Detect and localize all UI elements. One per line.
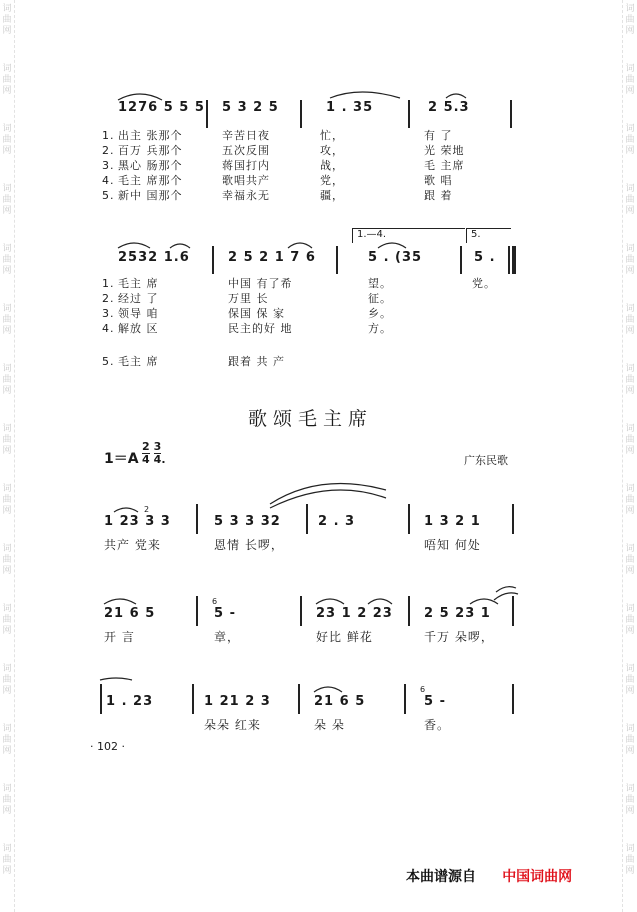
slur bbox=[100, 678, 132, 680]
slur bbox=[118, 94, 162, 100]
watermark-text: 词曲网 bbox=[2, 604, 12, 636]
watermark-text: 词曲网 bbox=[625, 844, 635, 876]
watermark-text: 词曲网 bbox=[2, 244, 12, 276]
grace-note: 2 bbox=[144, 505, 150, 514]
slur bbox=[288, 243, 312, 248]
watermark-text: 词曲网 bbox=[625, 604, 635, 636]
slur bbox=[270, 490, 386, 508]
watermark-text: 词曲网 bbox=[2, 64, 12, 96]
footer-site-link[interactable]: 中国词曲网 bbox=[502, 869, 573, 885]
slur bbox=[330, 92, 400, 98]
key-signature: 1＝A bbox=[104, 451, 139, 467]
volta-bracket-2: 5. bbox=[466, 228, 511, 243]
lyrics-column: 毛主 席 经过 了 领导 咱 解放 区 毛主 席 bbox=[118, 277, 159, 368]
lyrics-column: 中国 有了希 万里 长 保国 保 家 民主的好 地 跟着 共 产 bbox=[228, 277, 293, 368]
notation-measure: 5 3 3 32 bbox=[214, 514, 281, 529]
slur bbox=[496, 587, 516, 592]
lyrics: 唔知 何处 bbox=[424, 538, 481, 552]
lyrics: 朵朵 红来 bbox=[204, 718, 261, 732]
watermark-text: 词曲网 bbox=[2, 544, 12, 576]
slur bbox=[314, 687, 342, 692]
song-title: 歌颂毛主席 bbox=[248, 408, 374, 430]
watermark-text: 词曲网 bbox=[625, 724, 635, 756]
lyrics-column: 党。 bbox=[472, 277, 496, 290]
footer-label: 本曲谱源自 bbox=[406, 869, 476, 885]
watermark-text: 词曲网 bbox=[2, 784, 12, 816]
slur bbox=[494, 593, 518, 600]
lyrics: 共产 党来 bbox=[104, 538, 161, 552]
grace-note: 6 bbox=[212, 597, 218, 606]
notation-measure: 5 - bbox=[214, 606, 236, 621]
notation-measure: 1 23 3 3 bbox=[104, 514, 171, 529]
slur bbox=[114, 508, 138, 512]
notation-measure: 5 . (35 bbox=[368, 250, 423, 265]
page-number: · 102 · bbox=[90, 740, 125, 753]
watermark-text: 词曲网 bbox=[625, 544, 635, 576]
notation-measure: 23 1 2 23 bbox=[316, 606, 393, 621]
watermark-text: 词曲网 bbox=[625, 304, 635, 336]
verse-numbers: 1. 2. 3. 4. 5. bbox=[102, 129, 115, 202]
lyrics-column: 出主 张那个 百万 兵那个 黑心 肠那个 毛主 席那个 新中 国那个 bbox=[118, 129, 183, 202]
lyrics-column: 忙， 攻， 战， 党， 疆， bbox=[320, 129, 344, 202]
notation-measure: 2 5 23 1 bbox=[424, 606, 491, 621]
grace-note: 6 bbox=[420, 685, 426, 694]
notation-measure: 1 21 2 3 bbox=[204, 694, 271, 709]
notation-measure: 2 5.3 bbox=[428, 100, 470, 115]
lyrics: 开 言 bbox=[104, 630, 135, 644]
slur bbox=[368, 599, 392, 604]
watermark-text: 词曲网 bbox=[625, 664, 635, 696]
watermark-text: 词曲网 bbox=[625, 484, 635, 516]
watermark-text: 词曲网 bbox=[2, 124, 12, 156]
notation-measure: 1 3 2 1 bbox=[424, 514, 481, 529]
watermark-text: 词曲网 bbox=[625, 364, 635, 396]
lyrics: 香。 bbox=[424, 718, 451, 732]
notation-measure: 21 6 5 bbox=[104, 606, 156, 621]
notation-measure: 2532 1.6 bbox=[118, 250, 190, 265]
notation-measure: 1 . 23 bbox=[106, 694, 154, 709]
watermark-text: 词曲网 bbox=[2, 664, 12, 696]
lyrics-column: 有 了 光 荣地 毛 主席 歌 唱 跟 着 bbox=[424, 129, 465, 202]
slur bbox=[170, 244, 190, 248]
notation-measure: 21 6 5 bbox=[314, 694, 366, 709]
volta-bracket-1: 1.—4. bbox=[352, 228, 465, 243]
notation-measure: 1276 5 5 5 bbox=[118, 100, 205, 115]
slur bbox=[378, 243, 406, 248]
watermark-text: 词曲网 bbox=[625, 64, 635, 96]
lyrics: 朵 朵 bbox=[314, 718, 345, 732]
watermark-text: 词曲网 bbox=[2, 484, 12, 516]
watermark-text: 词曲网 bbox=[2, 304, 12, 336]
watermark-text: 词曲网 bbox=[2, 424, 12, 456]
lyrics: 千万 朵啰， bbox=[424, 630, 494, 644]
lyrics-column: 辛苦日夜 五次反围 蒋国打内 歌唱共产 幸福永无 bbox=[222, 129, 270, 202]
notation-measure: 1 . 35 bbox=[326, 100, 374, 115]
watermark-text: 词曲网 bbox=[625, 184, 635, 216]
notation-measure: 5 - bbox=[424, 694, 446, 709]
lyrics: 恩情 长啰， bbox=[214, 538, 284, 552]
watermark-text: 词曲网 bbox=[625, 784, 635, 816]
footer-attribution bbox=[406, 866, 572, 886]
lyrics-column: 望。 征。 乡。 方。 bbox=[368, 277, 392, 335]
slur bbox=[104, 599, 136, 604]
slur bbox=[118, 243, 150, 248]
notation-measure: 5 3 2 5 bbox=[222, 100, 279, 115]
watermark-text: 词曲网 bbox=[2, 184, 12, 216]
verse-numbers: 1. 2. 3. 4. 5. bbox=[102, 277, 115, 368]
watermark-text: 词曲网 bbox=[2, 844, 12, 876]
watermark-text: 词曲网 bbox=[625, 424, 635, 456]
lyrics: 章， bbox=[214, 630, 241, 644]
lyrics: 好比 鲜花 bbox=[316, 630, 373, 644]
song-source: 广东民歌 bbox=[464, 454, 508, 467]
watermark-text: 词曲网 bbox=[625, 4, 635, 36]
watermark-text: 词曲网 bbox=[2, 4, 12, 36]
time-signature: $\frac{2}{4} \frac{3}{4}$. bbox=[142, 440, 166, 466]
notation-measure: 5 . bbox=[474, 250, 496, 265]
watermark-text: 词曲网 bbox=[2, 364, 12, 396]
watermark-text: 词曲网 bbox=[625, 124, 635, 156]
notation-measure: 2 5 2 1 7 6 bbox=[228, 250, 316, 265]
watermark-text: 词曲网 bbox=[625, 244, 635, 276]
watermark-text: 词曲网 bbox=[2, 724, 12, 756]
notation-measure: 2 . 3 bbox=[318, 514, 356, 529]
slur bbox=[446, 94, 466, 98]
slur bbox=[316, 599, 344, 604]
